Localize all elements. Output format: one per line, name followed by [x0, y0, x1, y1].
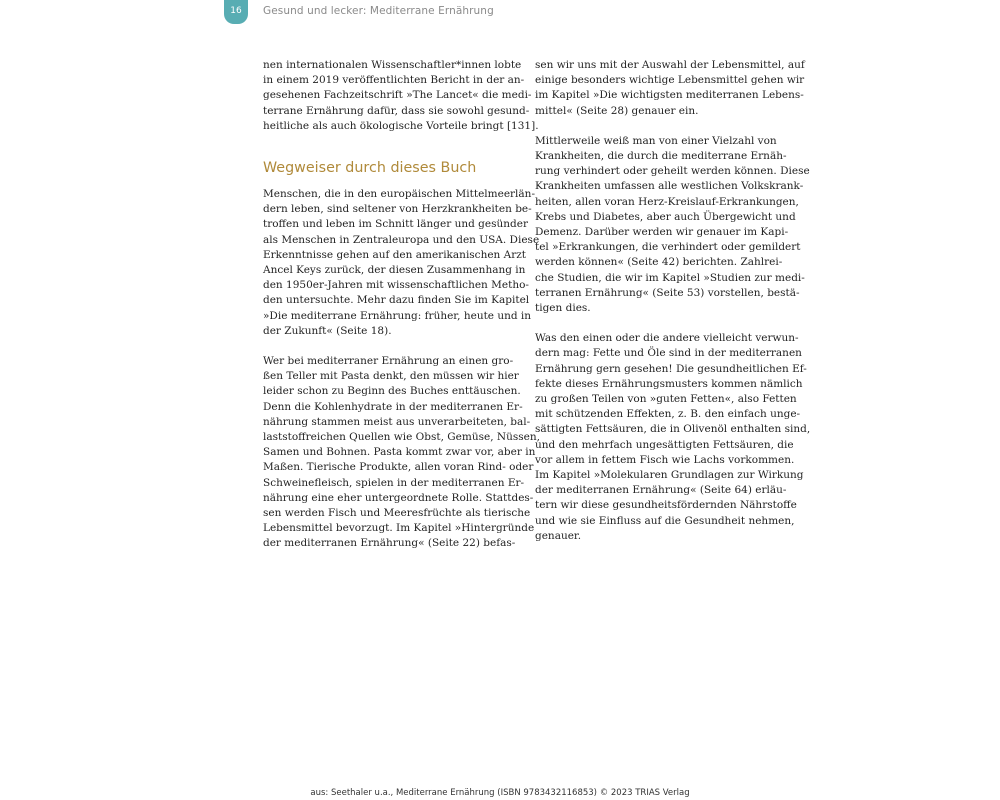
right-column: [535, 58, 811, 559]
page-number-tab: 16: [224, 0, 248, 24]
text-line: tel »Erkrankungen, die verhindert oder gemildert: [535, 241, 801, 254]
text-line: im Kapitel »Die wichtigsten mediterranen Lebens-: [535, 89, 804, 102]
text-line: terranen Ernährung« (Seite 53) vorstellen, bestä-: [535, 286, 800, 299]
right-paragraph-1: [535, 58, 805, 119]
text-line: Maßen. Tierische Produkte, allen voran Rind- oder: [263, 461, 534, 474]
text-line: den untersuchte. Mehr dazu finden Sie im Kapitel: [263, 294, 530, 307]
text-line: Krankheiten, die durch die mediterrane Ernäh-: [535, 150, 787, 163]
text-line: Lebensmittel bevorzugt. Im Kapitel »Hintergründe: [263, 522, 535, 535]
text-line: vor allem in fettem Fisch wie Lachs vorkommen.: [535, 453, 795, 466]
text-line: sättigten Fettsäuren, die in Olivenöl enthalten sind,: [535, 423, 811, 436]
text-line: Ernährung gern gesehen! Die gesundheitlichen Ef-: [535, 362, 807, 375]
text-line: terrane Ernährung dafür, dass sie sowohl gesund-: [263, 104, 530, 117]
text-line: Krebs und Diabetes, aber auch Übergewicht und: [535, 210, 796, 223]
source-footer: aus: Seethaler u.a., Mediterrane Ernährung (ISBN 9783432116853) © 2023 TRIAS Verlag: [310, 788, 690, 798]
text-line: ßen Teller mit Pasta denkt, den müssen wir hier: [263, 370, 519, 383]
text-line: dern mag: Fette und Öle sind in der mediterranen: [535, 347, 802, 360]
text-line: mit schützenden Effekten, z. B. den einfach unge-: [535, 408, 801, 421]
text-line: heiten, allen voran Herz-Kreislauf-Erkrankungen,: [535, 195, 799, 208]
left-paragraph-1: [263, 58, 539, 134]
text-line: leider schon zu Beginn des Buches enttäuschen.: [263, 385, 521, 398]
text-line: Demenz. Darüber werden wir genauer im Kapi-: [535, 226, 789, 239]
text-line: tern wir diese gesundheitsfördernden Nährstoffe: [535, 499, 797, 512]
text-line: als Menschen in Zentraleuropa und den USA. Diese: [263, 233, 540, 246]
text-line: der Zukunft« (Seite 18).: [263, 324, 392, 337]
text-line: Wer bei mediterraner Ernährung an einen gro-: [263, 355, 514, 368]
left-paragraph-3: [263, 354, 540, 552]
text-line: der mediterranen Ernährung« (Seite 64) erläu-: [535, 484, 787, 497]
text-line: mittel« (Seite 28) genauer ein.: [535, 104, 699, 117]
text-line: nährung eine eher untergeordnete Rolle. Stattdes-: [263, 491, 534, 504]
text-line: werden können« (Seite 42) berichten. Zahlrei-: [535, 256, 783, 269]
text-line: »Die mediterrane Ernährung: früher, heute und in: [263, 309, 532, 322]
text-line: Mittlerweile weiß man von einer Vielzahl von: [535, 134, 777, 147]
left-paragraph-2: [263, 187, 540, 339]
text-line: Schweinefleisch, spielen in der mediterranen Er-: [263, 476, 525, 489]
text-line: dern leben, sind seltener von Herzkrankheiten be-: [263, 203, 532, 216]
text-line: nen internationalen Wissenschaftler*innen lobte: [263, 59, 522, 71]
text-line: fekte dieses Ernährungsmusters kommen nämlich: [535, 377, 803, 390]
right-paragraph-3: [535, 331, 811, 544]
text-line: in einem 2019 veröffentlichten Bericht in der an-: [263, 74, 525, 87]
text-line: troffen und leben im Schnitt länger und gesünder: [263, 218, 528, 231]
text-line: und wie sie Einfluss auf die Gesundheit nehmen,: [535, 514, 795, 527]
text-line: nährung stammen meist aus unverarbeiteten, bal-: [263, 415, 531, 428]
text-line: Denn die Kohlenhydrate in der mediterranen Er-: [263, 400, 523, 413]
text-line: den 1950er-Jahren mit wissenschaftlichen Metho-: [263, 279, 529, 292]
text-line: heitliche als auch ökologische Vorteile bringt [131].: [263, 119, 539, 132]
text-line: Samen und Bohnen. Pasta kommt zwar vor, aber in: [263, 446, 536, 459]
text-line: Was den einen oder die andere vielleicht verwun-: [535, 332, 799, 345]
left-column: [263, 58, 540, 567]
text-line: Ancel Keys zurück, der diesen Zusammenhang in: [263, 264, 526, 277]
section-heading: Wegweiser durch dieses Buch: [263, 160, 477, 177]
text-line: sen werden Fisch und Meeresfrüchte als tierische: [263, 507, 531, 520]
text-line: und den mehrfach ungesättigten Fettsäuren, die: [535, 438, 794, 451]
text-line: Erkenntnisse gehen auf den amerikanischen Arzt: [263, 248, 526, 261]
text-line: laststoffreichen Quellen wie Obst, Gemüse, Nüssen,: [263, 431, 540, 444]
text-line: einige besonders wichtige Lebensmittel gehen wir: [535, 74, 805, 87]
text-line: sen wir uns mit der Auswahl der Lebensmittel, auf: [535, 59, 805, 71]
text-line: tigen dies.: [535, 302, 591, 315]
text-line: der mediterranen Ernährung« (Seite 22) befas-: [263, 537, 516, 550]
text-line: rung verhindert oder geheilt werden können. Diese: [535, 165, 810, 178]
text-line: Menschen, die in den europäischen Mittelmeerlän-: [263, 188, 535, 201]
text-line: Im Kapitel »Molekularen Grundlagen zur Wirkung: [535, 469, 804, 482]
text-line: che Studien, die wir im Kapitel »Studien zur medi-: [535, 271, 805, 284]
text-line: Krankheiten umfassen alle westlichen Volkskrank-: [535, 180, 804, 193]
text-line: zu großen Teilen von »guten Fetten«, also Fetten: [535, 393, 797, 406]
running-head: Gesund und lecker: Mediterrane Ernährung: [263, 5, 494, 17]
text-line: gesehenen Fachzeitschrift »The Lancet« die medi-: [263, 89, 532, 102]
right-paragraph-2: [535, 134, 810, 316]
text-line: genauer.: [535, 529, 582, 542]
